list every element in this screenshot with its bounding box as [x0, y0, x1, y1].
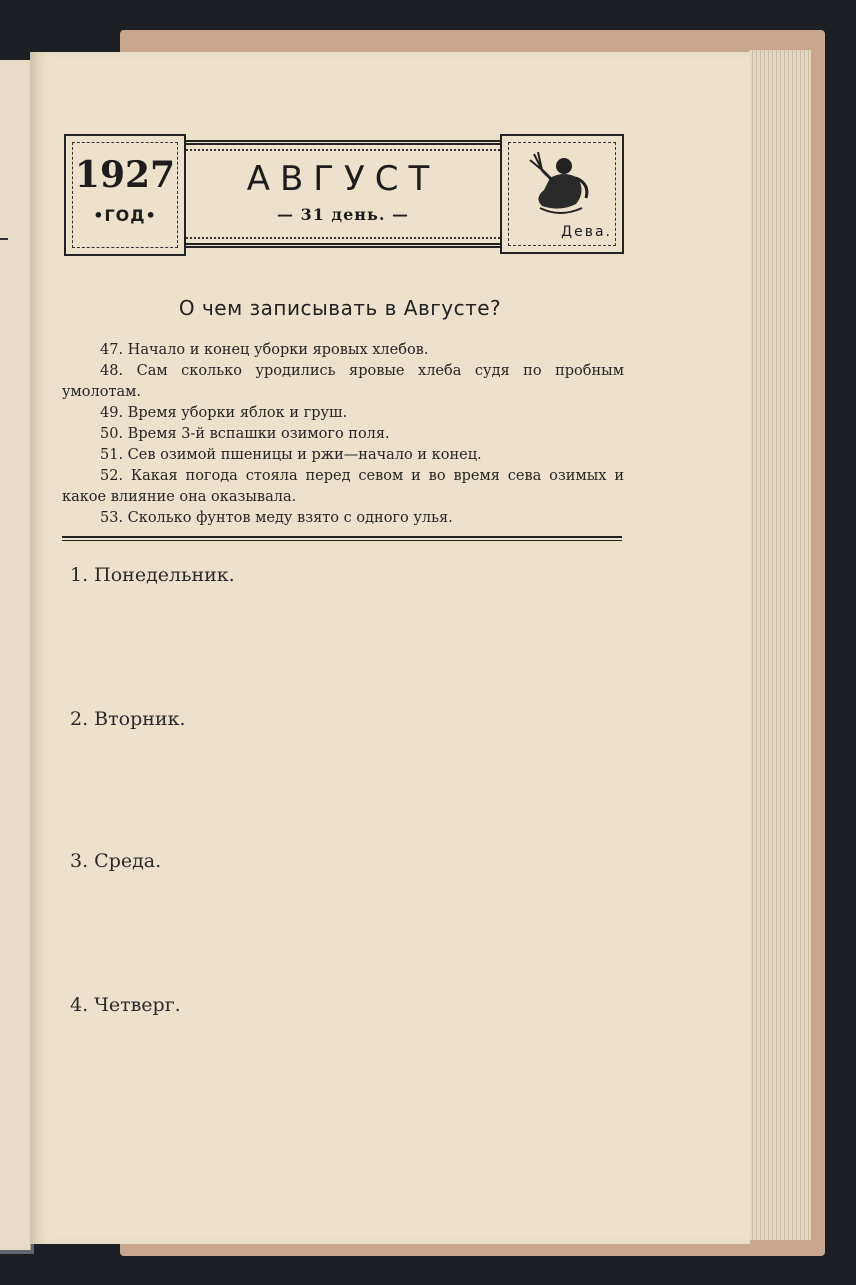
left-page-edge	[0, 60, 31, 1250]
month-day-count: — 31 день. —	[277, 205, 409, 224]
month-name: АВГУСТ	[246, 159, 440, 199]
notes-list	[62, 340, 624, 529]
zodiac-box	[500, 134, 624, 254]
list-item: 49. Время уборки яблок и груш.	[100, 405, 348, 421]
list-item: 48. Сам сколько уродились яровые хлеба судя по пробным умолотам.	[62, 363, 624, 400]
month-banner	[186, 140, 500, 248]
day-tuesday: 2. Вторник.	[70, 708, 186, 730]
diary-page	[30, 52, 750, 1244]
zodiac-label: Дева.	[561, 224, 612, 240]
left-page-mark	[0, 238, 8, 240]
year-label: •ГОД•	[93, 206, 157, 225]
year-box	[64, 134, 186, 256]
divider	[62, 536, 622, 541]
list-item: 52. Какая погода стояла перед севом и во время сева озимых и какое влияние она оказывала.	[62, 468, 624, 505]
day-wednesday: 3. Среда.	[70, 850, 162, 872]
day-monday: 1. Понедельник.	[70, 564, 235, 586]
year-number: 1927	[74, 154, 176, 196]
list-item: 47. Начало и конец уборки яровых хлебов.	[100, 342, 429, 358]
list-item: 53. Сколько фунтов меду взято с одного улья.	[100, 510, 453, 526]
virgo-figure-icon	[520, 148, 600, 218]
list-item: 51. Сев озимой пшеницы и ржи—начало и конец.	[100, 447, 482, 463]
day-thursday: 4. Четверг.	[70, 994, 181, 1016]
section-heading: О чем записывать в Августе?	[178, 296, 502, 320]
list-item: 50. Время 3-й вспашки озимого поля.	[100, 426, 390, 442]
page-edges	[748, 50, 811, 1240]
